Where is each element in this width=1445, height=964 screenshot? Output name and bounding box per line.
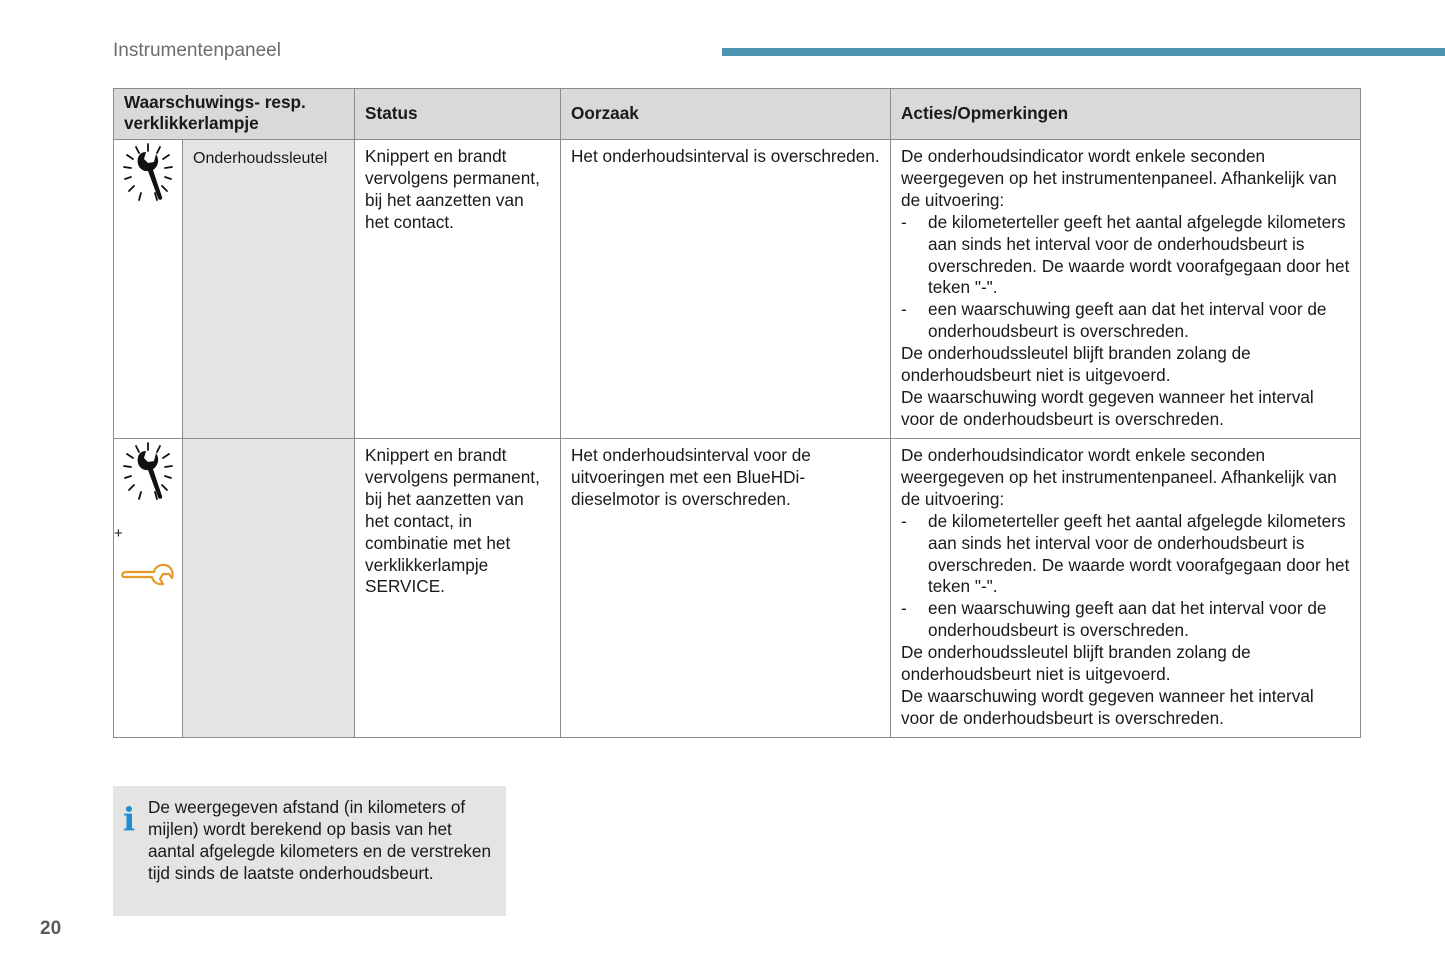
actions-list xyxy=(901,212,1350,343)
actions-cell xyxy=(891,140,1361,439)
info-icon: i xyxy=(123,800,136,838)
lamp-name: Onderhoudssleutel xyxy=(183,140,355,439)
actions-outro: De waarschuwing wordt gegeven wanneer het interval voor de onderhoudsbeurt is overschreden. xyxy=(901,386,1314,429)
actions-intro: De onderhoudsindicator wordt enkele seconden weergegeven op het instrumentenpaneel. Afhankelijk van de uitvoering: xyxy=(901,445,1337,509)
status-cell: Knippert en brandt vervolgens permanent, bij het aanzetten van het contact. xyxy=(355,140,561,439)
list-item: - een waarschuwing geeft aan dat het interval voor de onderhoudsbeurt is overschreden. xyxy=(901,299,1350,343)
table-header-row xyxy=(114,89,1361,140)
info-box xyxy=(113,786,506,916)
icon-joiner-plus: + xyxy=(114,525,123,542)
cause-cell: Het onderhoudsinterval voor de uitvoeringen met een BlueHDi-dieselmotor is overschreden. xyxy=(561,439,891,738)
header-lamp: Waarschuwings- resp. verklikkerlampje xyxy=(114,89,355,140)
lamp-name xyxy=(183,439,355,738)
list-item: - een waarschuwing geeft aan dat het interval voor de onderhoudsbeurt is overschreden. xyxy=(901,598,1350,642)
header-cause: Oorzaak xyxy=(561,89,891,140)
actions-outro: De waarschuwing wordt gegeven wanneer het interval voor de onderhoudsbeurt is overschreden. xyxy=(901,685,1314,728)
actions-list xyxy=(901,511,1350,642)
status-cell: Knippert en brandt vervolgens permanent, bij het aanzetten van het contact, in combinatie met het verklikkerlampje SERVICE. xyxy=(355,439,561,738)
list-item: - de kilometerteller geeft het aantal afgelegde kilometers aan sinds het interval voor de onderhoudsbeurt is overschreden. De waarde wordt voorafgegaan door het teken "-". xyxy=(901,212,1350,300)
section-title: Instrumentenpaneel xyxy=(113,40,281,61)
maintenance-wrench-blinking-icon xyxy=(118,140,178,210)
list-item: - de kilometerteller geeft het aantal afgelegde kilometers aan sinds het interval voor de onderhoudsbeurt is overschreden. De waarde wordt voorafgegaan door het teken "-". xyxy=(901,511,1350,599)
table-row xyxy=(114,140,1361,439)
warning-lamps-table xyxy=(113,88,1361,738)
page-number: 20 xyxy=(40,918,62,939)
actions-intro: De onderhoudsindicator wordt enkele seconden weergegeven op het instrumentenpaneel. Afhankelijk van de uitvoering: xyxy=(901,146,1337,210)
header-accent-bar xyxy=(722,48,1445,56)
actions-outro: De onderhoudssleutel blijft branden zolang de onderhoudsbeurt niet is uitgevoerd. xyxy=(901,343,1251,386)
actions-outro: De onderhoudssleutel blijft branden zolang de onderhoudsbeurt niet is uitgevoerd. xyxy=(901,642,1251,685)
header-actions: Acties/Opmerkingen xyxy=(891,89,1361,140)
info-text: De weergegeven afstand (in kilometers of mijlen) wordt berekend op basis van het aantal afgelegde kilometers en de verstreken tijd sinds de laatste onderhoudsbeurt. xyxy=(148,797,492,883)
header-status: Status xyxy=(355,89,561,140)
table-row xyxy=(114,439,1361,738)
lamp-icon-cell xyxy=(114,439,183,738)
service-wrench-icon xyxy=(118,555,178,589)
actions-cell xyxy=(891,439,1361,738)
cause-cell: Het onderhoudsinterval is overschreden. xyxy=(561,140,891,439)
lamp-icon-cell xyxy=(114,140,183,439)
maintenance-wrench-blinking-icon xyxy=(118,439,178,509)
